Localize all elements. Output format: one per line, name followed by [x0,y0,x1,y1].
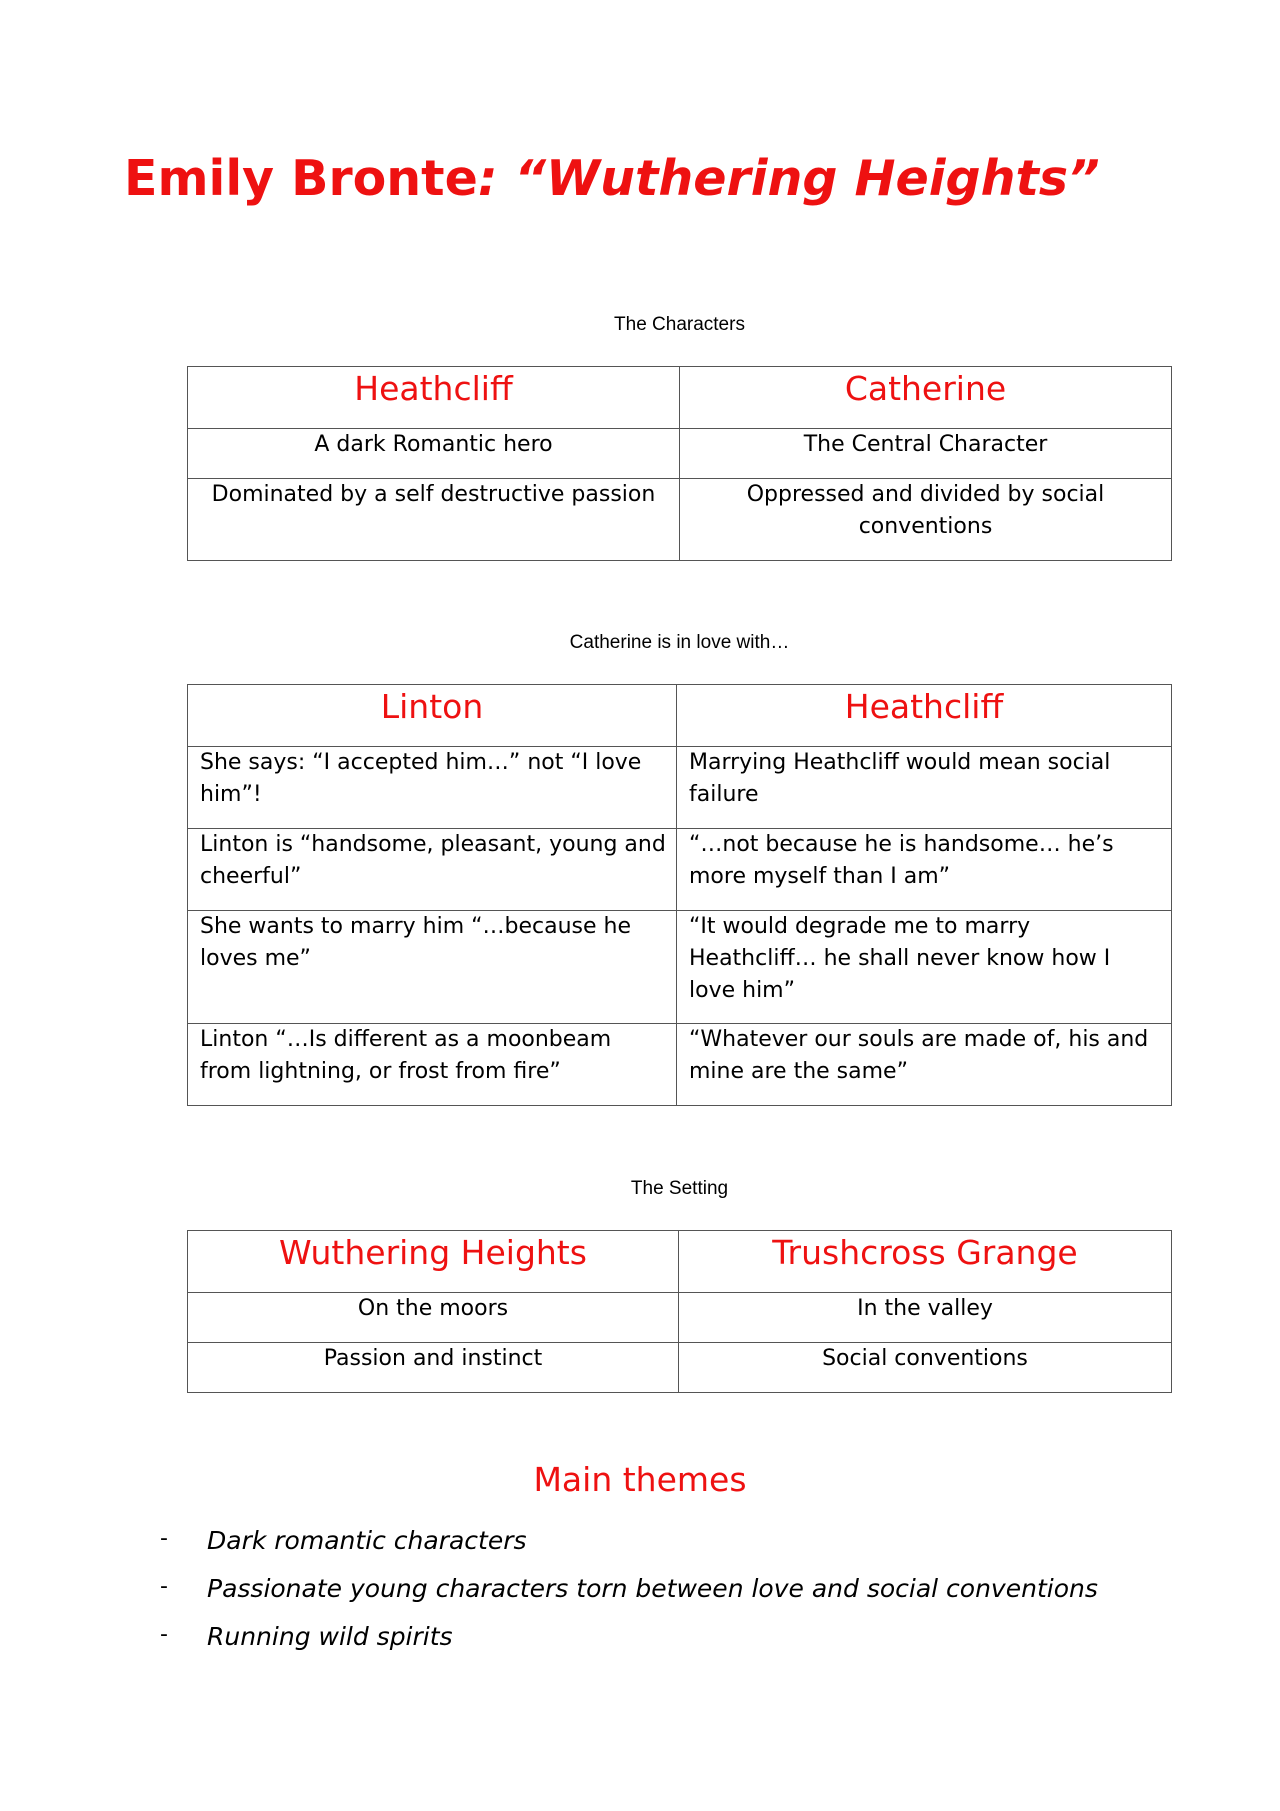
header-linton: Linton [188,685,677,747]
table-row [188,1024,1172,1106]
table-cell: “Whatever our souls are made of, his and mine are the same” [677,1024,1172,1106]
table-row [188,429,1172,479]
table-cell: A dark Romantic hero [188,429,680,479]
table-cell: “It would degrade me to marry Heathcliff… he shall never know how I love him” [677,911,1172,1024]
characters-table [187,366,1172,561]
table-row [188,1293,1172,1343]
header-heathcliff: Heathcliff [188,367,680,429]
table-cell: Marrying Heathcliff would mean social failure [677,747,1172,829]
table-header-row [188,367,1172,429]
table-header-row [188,685,1172,747]
bullet-dash: - [160,1622,168,1647]
table-row [188,911,1172,1024]
table-row [188,479,1172,561]
theme-text: Running wild spirits [207,1622,453,1651]
theme-text: Passionate young characters torn between love and social conventions [207,1574,1098,1603]
header-wuthering-heights: Wuthering Heights [188,1231,679,1293]
bullet-dash: - [160,1574,168,1599]
characters-caption: The Characters [614,314,745,335]
table-cell: On the moors [188,1293,679,1343]
table-cell: The Central Character [680,429,1172,479]
theme-text: Dark romantic characters [207,1526,527,1555]
table-cell: She says: “I accepted him…” not “I love him”! [188,747,677,829]
title-work: : “Wuthering Heights” [477,150,1100,207]
table-cell: Dominated by a self destructive passion [188,479,680,561]
table-cell: Passion and instinct [188,1343,679,1393]
document-title [124,150,1100,209]
love-caption: Catherine is in love with… [569,632,790,653]
table-header-row [188,1231,1172,1293]
table-cell: Linton “…Is different as a moonbeam from lightning, or frost from fire” [188,1024,677,1106]
setting-table [187,1230,1172,1393]
header-catherine: Catherine [680,367,1172,429]
table-cell: Social conventions [679,1343,1172,1393]
table-row [188,829,1172,911]
table-cell: In the valley [679,1293,1172,1343]
table-row [188,1343,1172,1393]
themes-heading: Main themes [533,1460,747,1499]
table-row [188,747,1172,829]
setting-caption: The Setting [630,1178,729,1199]
table-cell: Oppressed and divided by social conventions [680,479,1172,561]
bullet-dash: - [160,1526,168,1551]
table-cell: Linton is “handsome, pleasant, young and cheerful” [188,829,677,911]
table-cell: She wants to marry him “…because he loves me” [188,911,677,1024]
table-cell: “…not because he is handsome… he’s more myself than I am” [677,829,1172,911]
header-heathcliff: Heathcliff [677,685,1172,747]
header-trushcross-grange: Trushcross Grange [679,1231,1172,1293]
love-table [187,684,1172,1106]
title-author: Emily Bronte [124,150,478,207]
